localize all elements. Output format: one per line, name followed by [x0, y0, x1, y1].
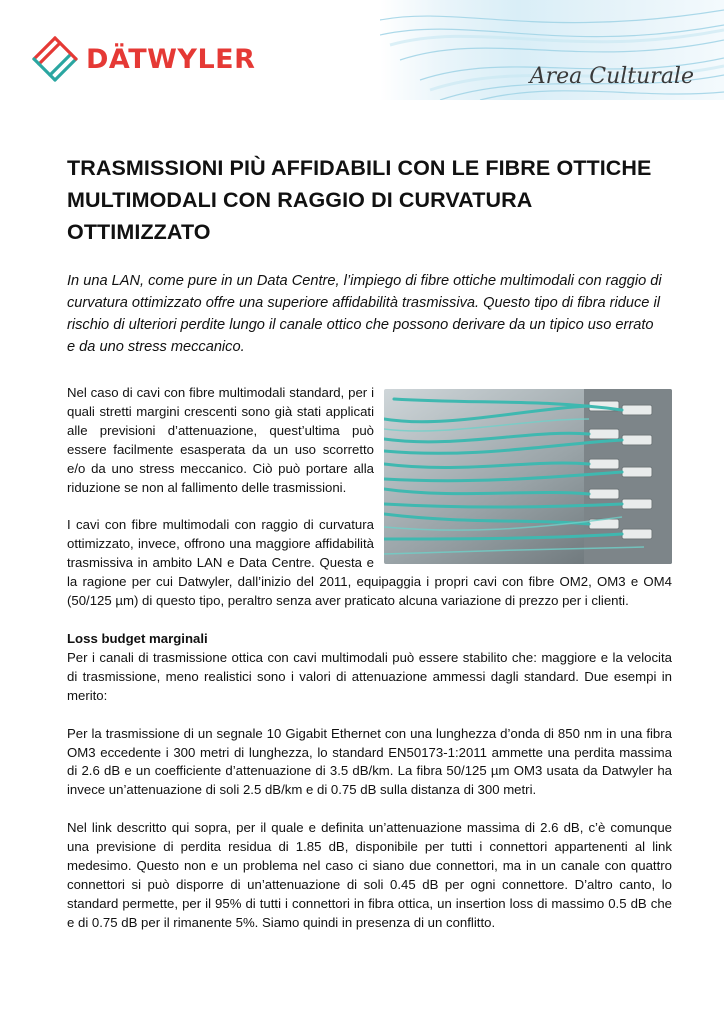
paragraph-3: Per i canali di trasmissione ottica con cavi multimodali può essere stabilito che: maggiore e la velocita di trasmissione, meno realistici sono i valori di attenuazione ammessi dagli standard. Due esempi in merito: [67, 649, 672, 703]
page-header [0, 0, 724, 105]
logo-text: DÄTWYLER [86, 43, 256, 75]
article-body [67, 384, 672, 933]
datwyler-logo [30, 34, 255, 84]
datwyler-diamond-icon [30, 34, 80, 84]
paragraph-4: Per la trasmissione di un segnale 10 Gigabit Ethernet con una lunghezza d’onda di 850 nm in una fibra OM3 eccedente i 300 metri di lunghezza, lo standard EN50173-1:2011 ammette una perdita massima di 2.6 dB e un coefficiente d’attenuazione di 3.5 dB/km. La fibra 50/125 µm OM3 usata da Datwyler ha invece un’attenuazione di soli 2.5 dB/km e di 0.75 dB sulla distanza di 300 metri. [67, 725, 672, 798]
fiber-patch-panel-illustration [384, 389, 672, 564]
paragraph-2: I cavi con fibre multimodali con raggio di curvatura ottimizzato, invece, offrono una maggiore affidabilità trasmissiva in ambito LAN e Data Centre. Questa e la ragione per cui Datwyler, dall’inizio del 2011, equipaggia i propri cavi con fibre OM2, OM3 e OM4 (50/125 µm) di questo tipo, peraltro senza aver praticato alcuna variazione di prezzo per i clienti. [67, 517, 672, 609]
paragraph-1: Nel caso di cavi con fibre multimodali standard, per i quali stretti margini crescenti sono già stati applicati alle previsioni d’attenuazione, quest’ultima può essere facilmente esasperata da un uso scorretto e/o da uno stress meccanico. Ciò può portare alla riduzione se non al fallimento delle trasmissioni. [67, 385, 374, 495]
paragraph-5: Nel link descritto qui sopra, per il quale e definita un’attenuazione massima di 2.6 dB, c’è comunque una previsione di perdita residua di 1.85 dB, disponibile per tutti i connettori appartenenti al link medesimo. Questo non e un problema nel caso ci siano due connettori, ma in un canale con quattro connettori si può disporre di un’attenuazione di soli 0.45 dB per ogni connettore. D’altro canto, lo standard permette, per il 95% di tutti i connettori in fibra ottica, un insertion loss di massimo 0.5 dB che e di 0.75 dB per il rimanente 5%. Siamo quindi in presenza di un conflitto. [67, 820, 672, 930]
article-title: TRASMISSIONI PIÙ AFFIDABILI CON LE FIBRE OTTICHE MULTIMODALI CON RAGGIO DI CURVATURA OTTIMIZZATO [67, 156, 652, 244]
fiber-patch-cables-photo [384, 389, 672, 564]
section-subheading: Loss budget marginali [67, 630, 208, 646]
area-culturale-tagline: Area Culturale [529, 64, 694, 89]
article-lead: In una LAN, come pure in un Data Centre, l’impiego di fibre ottiche multimodali con raggio di curvatura ottimizzato offre una superiore affidabilità trasmissiva. Questo tipo di fibra riduce il rischio di ulteriori perdite lungo il canale ottico che possono derivare da un tipico uso errato e da uno stress meccanico. [67, 273, 662, 355]
